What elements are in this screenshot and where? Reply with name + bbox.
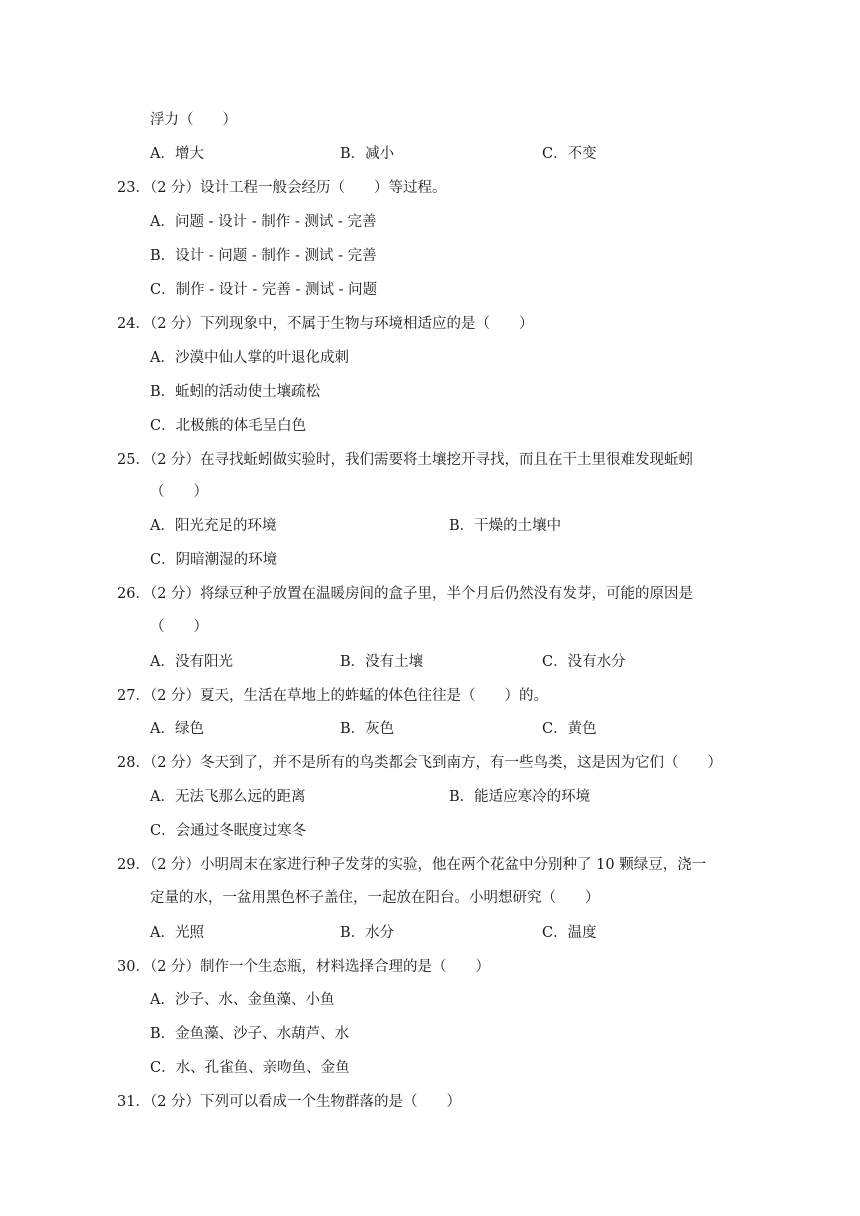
question-29-stem-line2: 定量的水，一盆用黑色杯子盖住，一起放在阳台。小明想研究（ ） <box>150 890 600 906</box>
option-c: C．会通过冬眠度过寒冬 <box>150 823 307 839</box>
option-b: B．减小 <box>340 146 395 162</box>
option-a: A．沙漠中仙人掌的叶退化成刺 <box>150 350 349 366</box>
option-a: A．无法飞那么远的距离 <box>150 789 306 805</box>
option-b: B．金鱼藻、沙子、水葫芦、水 <box>150 1026 350 1042</box>
option-c: C．不变 <box>542 146 597 162</box>
option-c: C．水、孔雀鱼、亲吻鱼、金鱼 <box>150 1060 350 1076</box>
option-c: C．黄色 <box>542 721 597 737</box>
question-26-stem: 26．（2 分）将绿豆种子放置在温暖房间的盒子里，半个月后仍然没有发芽，可能的原因是 <box>117 586 694 602</box>
option-a: A．阳光充足的环境 <box>150 518 277 534</box>
option-b: B．能适应寒冷的环境 <box>449 789 591 805</box>
question-27-stem: 27．（2 分）夏天，生活在草地上的蚱蜢的体色往往是（ ）的。 <box>117 688 549 704</box>
option-a: A．光照 <box>150 925 204 941</box>
question-29-stem: 29．（2 分）小明周末在家进行种子发芽的实验，他在两个花盆中分别种了 10 颗绿豆，浇一 <box>117 857 707 873</box>
question-26-stem-line2: （ ） <box>150 619 208 635</box>
option-c: C．制作 - 设计 - 完善 - 测试 - 问题 <box>150 282 378 298</box>
question-25-stem-line2: （ ） <box>150 484 208 500</box>
question-23-stem: 23．（2 分）设计工程一般会经历（ ）等过程。 <box>117 180 447 196</box>
option-a: A．没有阳光 <box>150 654 233 670</box>
option-b: B．水分 <box>340 925 395 941</box>
option-c: C．北极熊的体毛呈白色 <box>150 418 307 434</box>
question-22-continuation: 浮力（ ） <box>150 112 237 128</box>
option-a: A．增大 <box>150 146 204 162</box>
option-c: C．温度 <box>542 925 597 941</box>
question-25-stem: 25．（2 分）在寻找蚯蚓做实验时，我们需要将土壤挖开寻找，而且在干土里很难发现蚯蚓 <box>117 452 694 468</box>
option-c: C．阴暗潮湿的环境 <box>150 552 278 568</box>
option-a: A．问题 - 设计 - 制作 - 测试 - 完善 <box>150 214 377 230</box>
question-28-stem: 28．（2 分）冬天到了，并不是所有的鸟类都会飞到南方，有一些鸟类，这是因为它们（ ） <box>117 755 723 771</box>
option-a: A．绿色 <box>150 721 204 737</box>
question-24-stem: 24．（2 分）下列现象中，不属于生物与环境相适应的是（ ） <box>117 316 534 332</box>
option-c: C．没有水分 <box>542 654 626 670</box>
option-b: B．设计 - 问题 - 制作 - 测试 - 完善 <box>150 248 377 264</box>
option-b: B．灰色 <box>340 721 395 737</box>
question-30-stem: 30．（2 分）制作一个生态瓶，材料选择合理的是（ ） <box>117 959 491 975</box>
option-a: A．沙子、水、金鱼藻、小鱼 <box>150 992 335 1008</box>
option-b: B．没有土壤 <box>340 654 424 670</box>
option-b: B．蚯蚓的活动使土壤疏松 <box>150 384 321 400</box>
question-31-stem: 31．（2 分）下列可以看成一个生物群落的是（ ） <box>117 1094 462 1110</box>
option-b: B．干燥的土壤中 <box>449 518 562 534</box>
